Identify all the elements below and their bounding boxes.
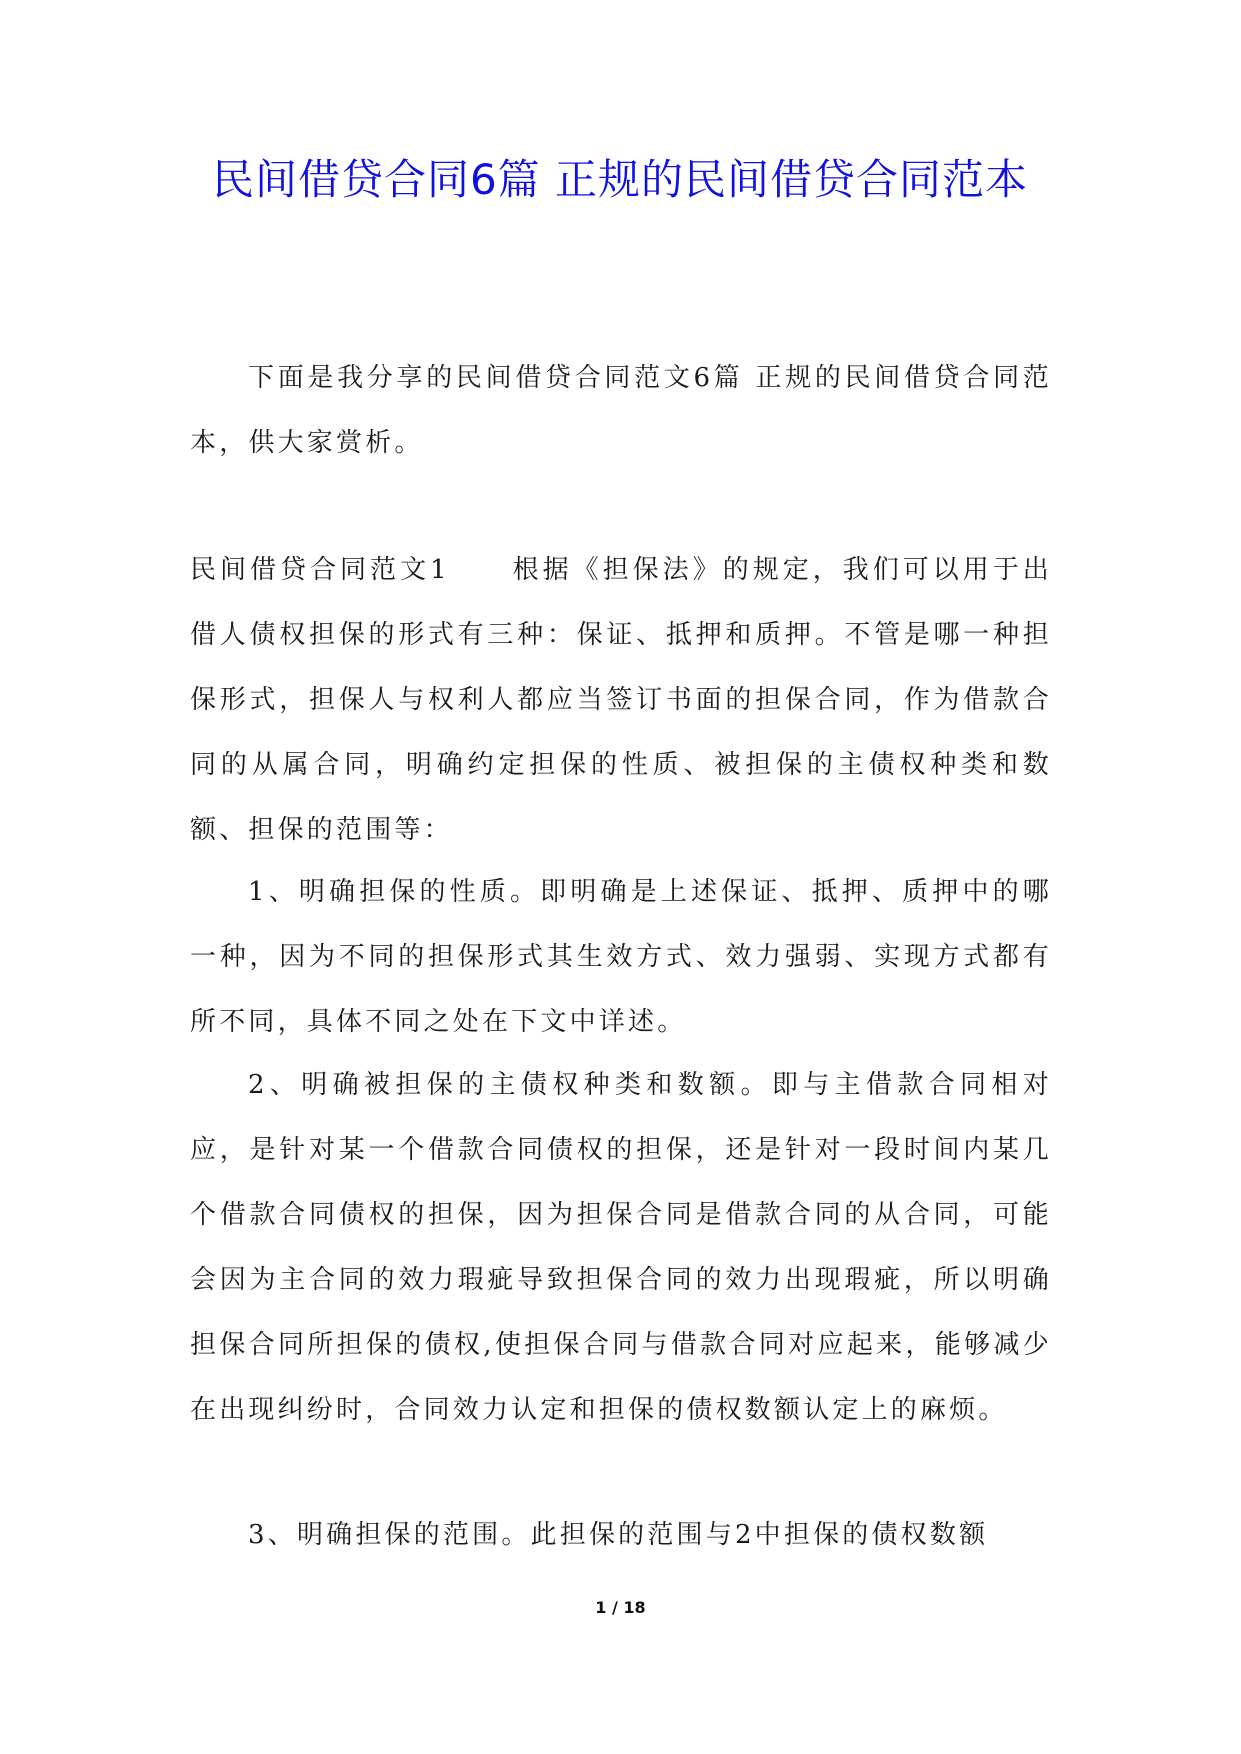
page-number: 1 / 18 — [595, 1598, 646, 1617]
section1-paragraph — [190, 538, 1052, 863]
list-item-1: 1、明确担保的性质。即明确是上述保证、抵押、质押中的哪一种，因为不同的担保形式其生效方式、效力强弱、实现方式都有所不同，具体不同之处在下文中详述。 — [190, 877, 1052, 1037]
intro-paragraph: 下面是我分享的民间借贷合同范文6篇 正规的民间借贷合同范本，供大家赏析。 — [190, 363, 1052, 458]
list-item-2: 2、明确被担保的主债权种类和数额。即与主借款合同相对应，是针对某一个借款合同债权的担保，还是针对一段时间内某几个借款合同债权的担保，因为担保合同是借款合同的从合同，可能会因为主合同的效力瑕疵导致担保合同的效力出现瑕疵，所以明确担保合同所担保的债权,使担保合同与借款合同对应起来，能够减少在出现纠纷时，合同效力认定和担保的债权数额认定上的麻烦。 — [190, 1070, 1052, 1425]
document-title: 民间借贷合同6篇 正规的民间借贷合同范本 — [211, 155, 1029, 204]
section1-body: 根据《担保法》的规定，我们可以用于出借人债权担保的形式有三种：保证、抵押和质押。不管是哪一种担保形式，担保人与权利人都应当签订书面的担保合同，作为借款合同的从属合同，明确约定担保的性质、被担保的主债权种类和数额、担保的范围等： — [190, 555, 1052, 845]
list-item-3: 3、明确担保的范围。此担保的范围与2中担保的债权数额 — [248, 1520, 989, 1550]
section1-heading: 民间借贷合同范文1 — [190, 555, 450, 585]
